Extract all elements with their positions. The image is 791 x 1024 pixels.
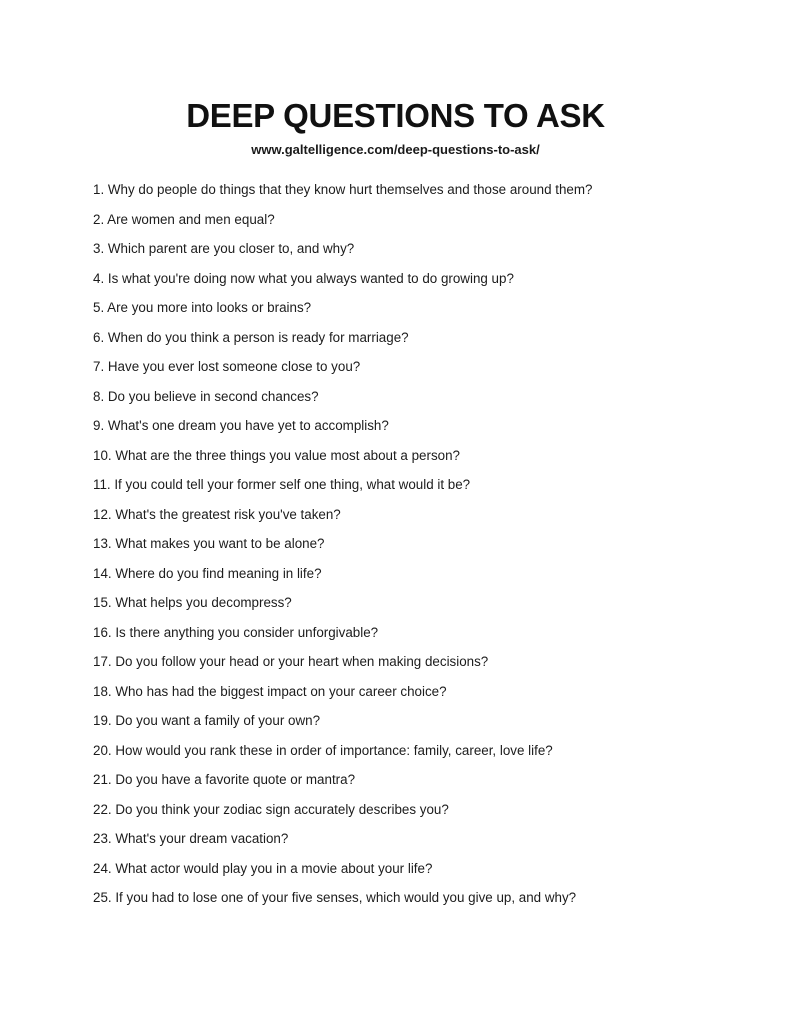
question-item: 10. What are the three things you value most about a person?	[93, 447, 460, 463]
question-item: 3. Which parent are you closer to, and why?	[93, 241, 355, 256]
question-item: 5. Are you more into looks or brains?	[93, 300, 312, 315]
question-item: 12. What's the greatest risk you've taken?	[93, 506, 341, 522]
question-item: 17. Do you follow your head or your heart when making decisions?	[93, 654, 489, 669]
question-item: 16. Is there anything you consider unforgivable?	[93, 624, 379, 640]
question-item: 24. What actor would play you in a movie about your life?	[93, 860, 433, 876]
question-item: 2. Are women and men equal?	[93, 211, 275, 227]
question-item: 25. If you had to lose one of your five senses, which would you give up, and why?	[93, 890, 577, 905]
page-title: DEEP QUESTIONS TO ASK	[186, 97, 605, 134]
question-item: 23. What's your dream vacation?	[93, 831, 289, 846]
question-item: 14. Where do you find meaning in life?	[93, 565, 322, 581]
question-item: 1. Why do people do things that they know hurt themselves and those around them?	[93, 182, 593, 197]
question-item: 6. When do you think a person is ready for marriage?	[93, 329, 409, 345]
question-item: 15. What helps you decompress?	[93, 595, 292, 610]
question-item: 18. Who has had the biggest impact on your career choice?	[93, 683, 447, 699]
questions-list	[93, 181, 592, 919]
question-item: 22. Do you think your zodiac sign accurately describes you?	[93, 801, 449, 817]
question-item: 8. Do you believe in second chances?	[93, 388, 319, 404]
question-item: 13. What makes you want to be alone?	[93, 536, 325, 551]
question-item: 7. Have you ever lost someone close to you?	[93, 359, 361, 374]
question-item: 21. Do you have a favorite quote or mantra?	[93, 772, 356, 787]
question-item: 19. Do you want a family of your own?	[93, 713, 321, 728]
question-item: 20. How would you rank these in order of importance: family, career, love life?	[93, 742, 553, 758]
question-item: 11. If you could tell your former self one thing, what would it be?	[93, 477, 471, 492]
question-item: 9. What's one dream you have yet to accomplish?	[93, 418, 389, 433]
question-item: 4. Is what you're doing now what you always wanted to do growing up?	[93, 270, 514, 286]
source-url: www.galtelligence.com/deep-questions-to-ask/	[251, 142, 540, 157]
